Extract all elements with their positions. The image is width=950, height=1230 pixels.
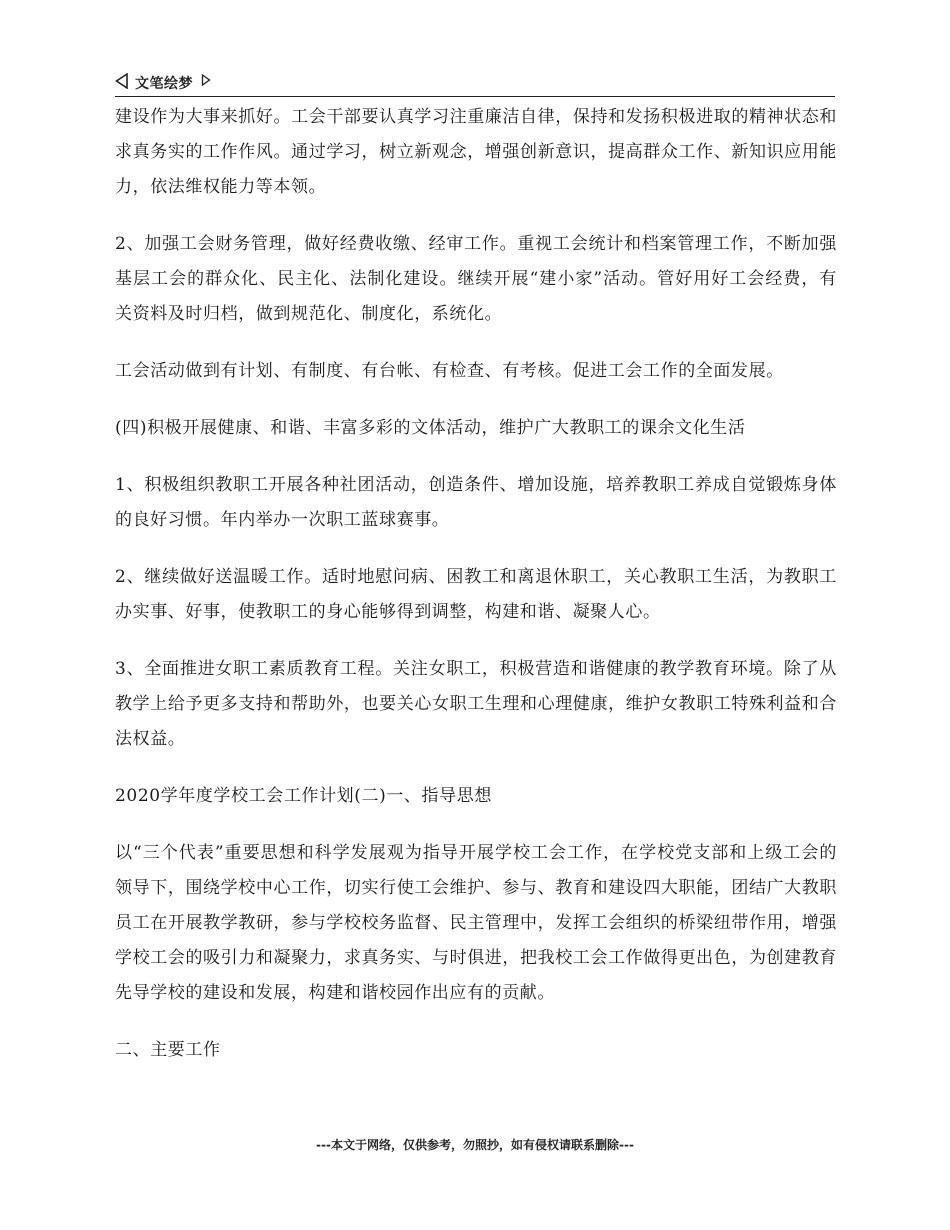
paragraph-female-staff: 3、全面推进女职工素质教育工程。关注女职工，积极营造和谐健康的教学教育环境。除了从教学上给予更多支持和帮助外，也要关心女职工生理和心理健康，维护女教职工特殊利益和合法权益。	[115, 659, 837, 749]
triangle-left-outline-icon	[115, 73, 129, 89]
document-body	[115, 100, 837, 1068]
paragraph-activity-planning: 工会活动做到有计划、有制度、有台帐、有检查、有考核。促进工会工作的全面发展。	[115, 361, 784, 381]
brand-name: 文笔绘梦	[135, 76, 193, 92]
paragraph-club-activities: 1、积极组织教职工开展各种社团活动，创造条件、增加设施，培养教职工养成自觉锻炼身体的良好习惯。年内举办一次职工蓝球赛事。	[115, 475, 837, 530]
page-footer-disclaimer: ---本文于网络，仅供参考，勿照抄，如有侵权请联系删除---	[316, 1138, 634, 1152]
paragraph-finance-management: 2、加强工会财务管理，做好经费收缴、经审工作。重视工会统计和档案管理工作，不断加强基层工会的群众化、民主化、法制化建设。继续开展“建小家”活动。管好用好工会经费，有关资料及时归档，做到规范化、制度化，系统化。	[115, 234, 837, 324]
paragraph-warmth-care: 2、继续做好送温暖工作。适时地慰问病、困教工和离退休职工，关心教职工生活，为教职工办实事、好事，使教职工的身心能够得到调整，构建和谐、凝聚人心。	[115, 567, 837, 622]
triangle-right-outline-icon	[201, 74, 211, 86]
paragraph-intro-continuation: 建设作为大事来抓好。工会干部要认真学习注重廉洁自律，保持和发扬积极进取的精神状态和求真务实的工作作风。通过学习，树立新观念，增强创新意识，提高群众工作、新知识应用能力，依法维权能力等本领。	[115, 107, 837, 197]
section-heading-cultural-activities: (四)积极开展健康、和谐、丰富多彩的文体活动，维护广大教职工的课余文化生活	[115, 418, 746, 438]
paragraph-guiding-ideology: 以“三个代表”重要思想和科学发展观为指导开展学校工会工作，在学校党支部和上级工会的领导下，围绕学校中心工作，切实行使工会维护、参与、教育和建设四大职能，团结广大教职员工在开展教学教研，参与学校校务监督、民主管理中，发挥工会组织的桥梁纽带作用，增强学校工会的吸引力和凝聚力，求真务实、与时俱进，把我校工会工作做得更出色，为创建教育先导学校的建设和发展，构建和谐校园作出应有的贡献。	[115, 843, 837, 1003]
page-header	[115, 70, 835, 97]
section-heading-main-work: 二、主要工作	[115, 1040, 221, 1060]
section-heading-plan-two: 2020学年度学校工会工作计划(二)一、指导思想	[115, 786, 492, 806]
